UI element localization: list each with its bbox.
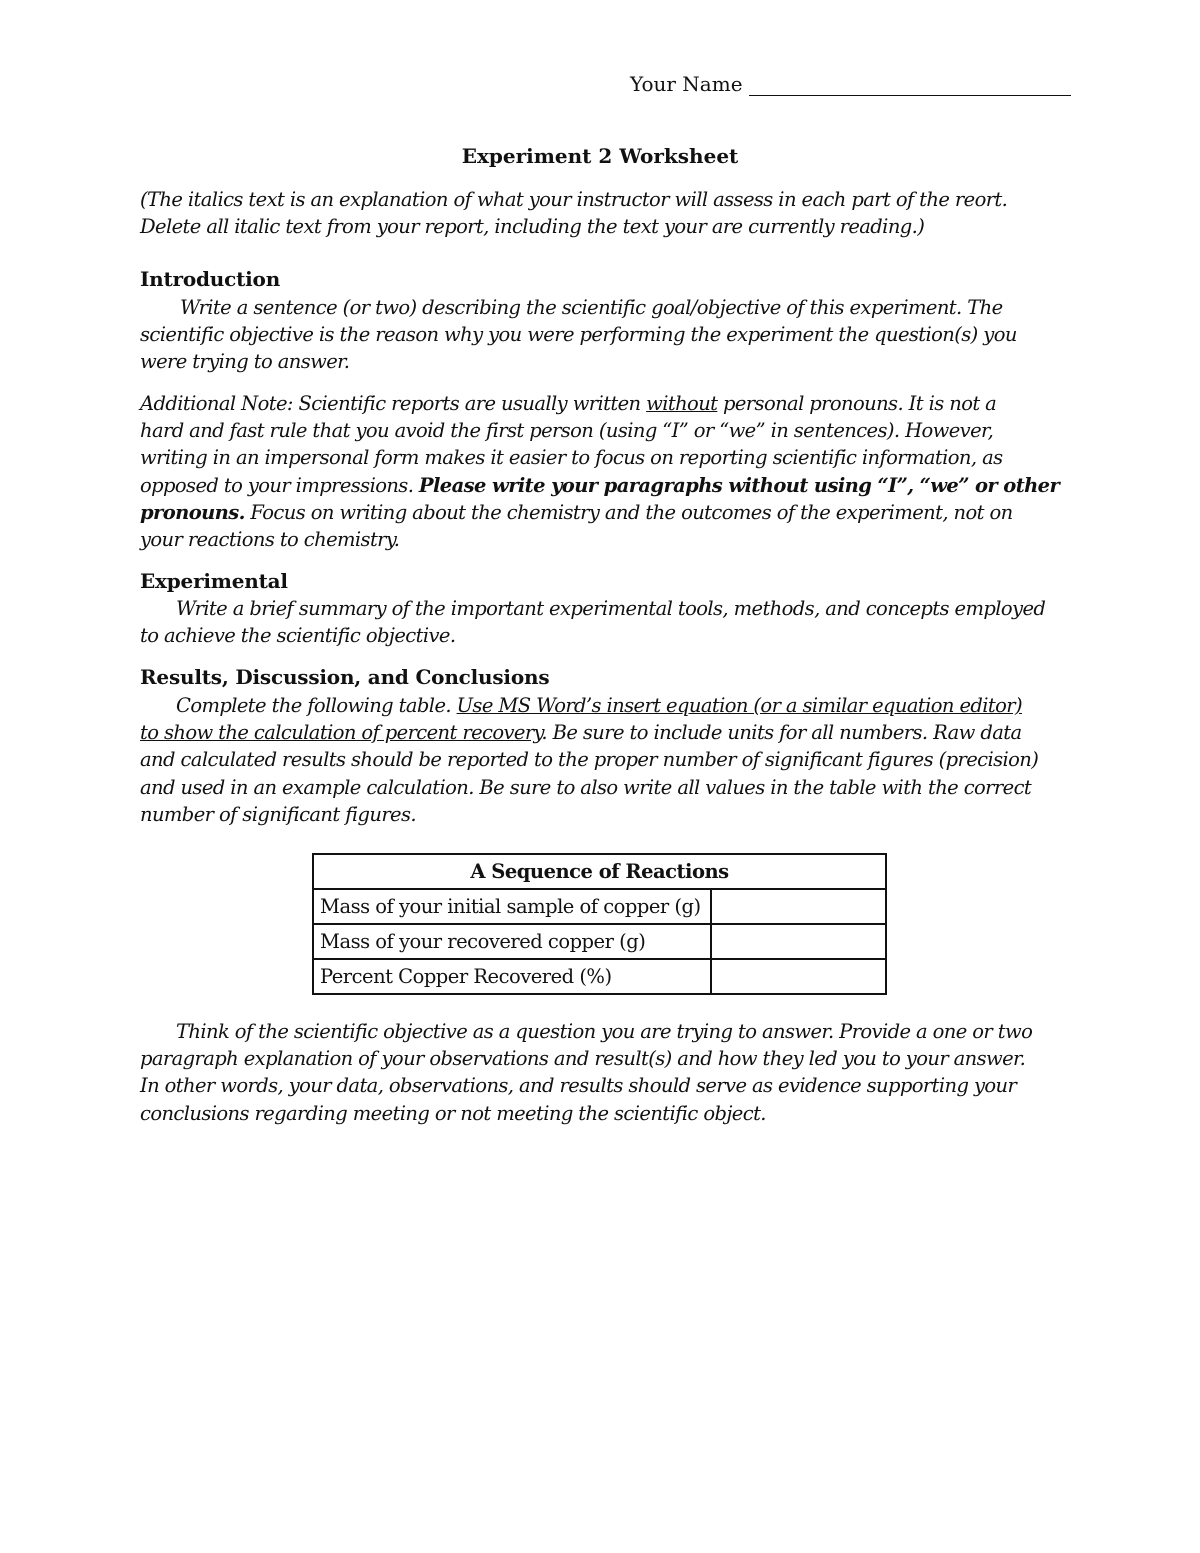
without-underlined: without [646, 392, 718, 415]
results-line: and calculated results should be reported to the proper number of significant figures (precision) [140, 748, 1039, 772]
results-line: Complete the following table. Use MS Word’s insert equation (or a similar equation editor) [176, 694, 1023, 717]
intro-line: scientific objective is the reason why you were performing the experiment the question(s) you [140, 323, 1017, 347]
intro-line: Write a sentence (or two) describing the scientific goal/objective of this experiment. The [180, 296, 1003, 319]
closing-paragraph [140, 1018, 1060, 1127]
table-row [313, 959, 886, 994]
results-line: number of significant figures. [140, 802, 416, 826]
introduction-paragraph [140, 294, 1060, 376]
closing-line: paragraph explanation of your observations and result(s) and how they led you to your answer. [140, 1047, 1026, 1071]
note-line: opposed to your impressions. Please write your paragraphs without using “I”, “we” or other [140, 473, 1060, 497]
closing-line: conclusions regarding meeting or not meeting the scientific object. [140, 1101, 766, 1125]
your-name-line [630, 72, 1071, 96]
row-label: Mass of your initial sample of copper (g) [313, 889, 711, 924]
note-line: hard and fast rule that you avoid the first person (using “I” or “we” in sentences). However, [140, 419, 994, 443]
page-title: Experiment 2 Worksheet [461, 144, 739, 168]
preface-paragraph [140, 186, 1060, 240]
note-line: Additional Note: Scientific reports are usually written without personal pronouns. It is not a [140, 392, 997, 415]
note-line: pronouns. Focus on writing about the chemistry and the outcomes of the experiment, not on [140, 500, 1013, 524]
table-row [313, 889, 886, 924]
row-label: Mass of your recovered copper (g) [313, 924, 711, 959]
table-row [313, 924, 886, 959]
note-line: writing in an impersonal form makes it easier to focus on reporting scientific information, as [140, 446, 1003, 470]
note-line: your reactions to chemistry. [140, 528, 400, 552]
results-heading: Results, Discussion, and Conclusions [140, 665, 550, 689]
results-line: to show the calculation of percent recovery. Be sure to include units for all numbers. Raw data [140, 721, 1022, 745]
row-value-cell[interactable] [711, 889, 886, 924]
experimental-paragraph [140, 595, 1060, 649]
row-value-cell[interactable] [711, 924, 886, 959]
experimental-line: Write a brief summary of the important experimental tools, methods, and concepts employed [176, 597, 1046, 620]
row-value-cell[interactable] [711, 959, 886, 994]
preface-line: Delete all italic text from your report, including the text your are currently reading.) [140, 215, 925, 239]
closing-line: Think of the scientific objective as a question you are trying to answer. Provide a one or two [176, 1020, 1033, 1043]
results-paragraph [140, 692, 1060, 828]
table-title: A Sequence of Reactions [313, 854, 886, 889]
experimental-line: to achieve the scientific objective. [140, 624, 456, 648]
bold-instruction: Please write your paragraphs without using “I”, “we” or other [418, 473, 1060, 497]
row-label: Percent Copper Recovered (%) [313, 959, 711, 994]
introduction-heading: Introduction [140, 267, 281, 291]
results-line: and used in an example calculation. Be sure to also write all values in the table with the correct [140, 775, 1032, 799]
bold-instruction-end: pronouns. [140, 500, 245, 524]
your-name-label: Your Name [630, 72, 743, 96]
additional-note-paragraph [140, 390, 1060, 553]
your-name-blank[interactable] [749, 73, 1071, 96]
sequence-of-reactions-table [312, 853, 887, 995]
intro-line: were trying to answer. [140, 350, 350, 374]
closing-line: In other words, your data, observations, and results should serve as evidence supporting your [140, 1074, 1017, 1098]
experimental-heading: Experimental [140, 569, 288, 593]
preface-line: (The italics text is an explanation of what your instructor will assess in each part of the reort. [140, 188, 1008, 211]
